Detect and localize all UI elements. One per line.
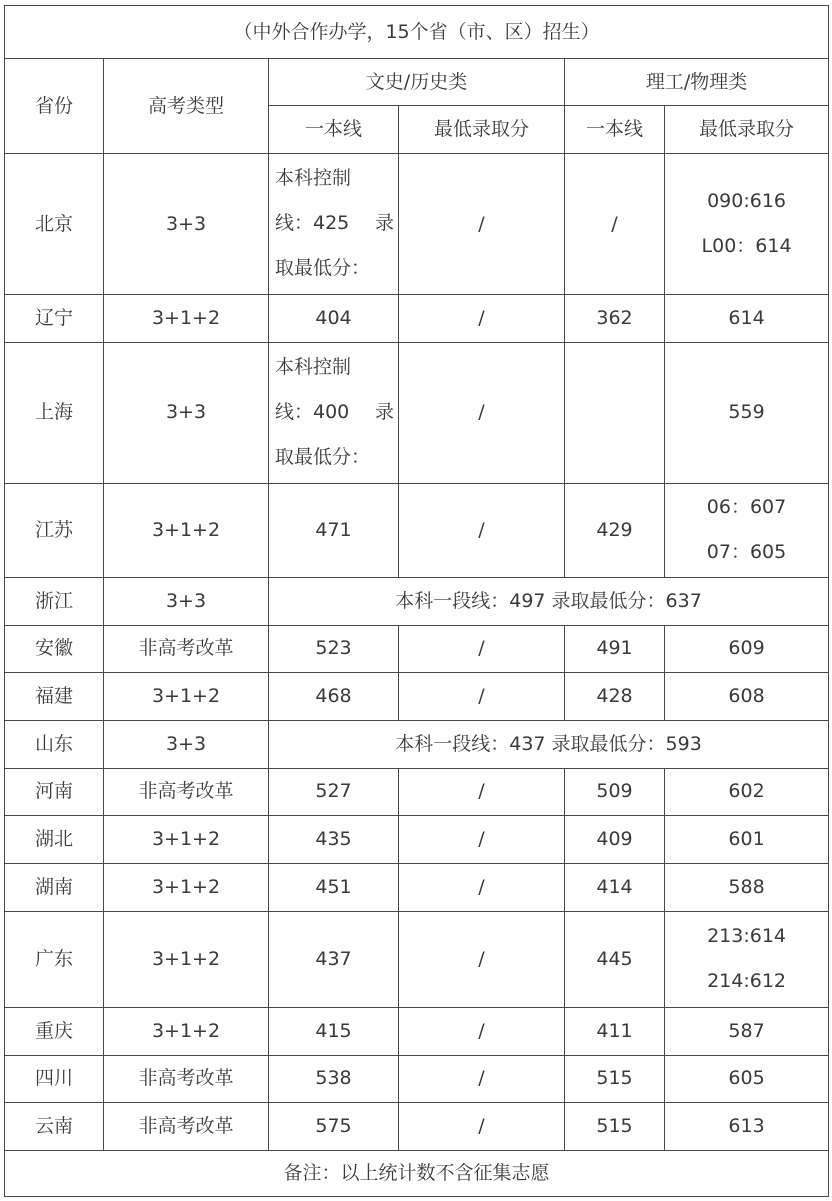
table-body (5, 154, 829, 1151)
sci-line-cell: 414 (565, 863, 665, 911)
province-cell: 辽宁 (5, 294, 104, 342)
control-line-part: 录 (374, 212, 394, 235)
arts-min-cell: / (399, 625, 565, 673)
sci-min-cell: 613 (665, 1103, 829, 1151)
exam-type-cell: 3+1+2 (104, 863, 269, 911)
sci-line-cell: 428 (565, 673, 665, 721)
sci-line-cell: 411 (565, 1007, 665, 1055)
sci-line-cell: / (565, 154, 665, 295)
header-science-group: 理工/物理类 (565, 59, 829, 106)
province-cell: 广东 (5, 911, 104, 1007)
sci-min-cell: 601 (665, 816, 829, 864)
province-cell: 浙江 (5, 577, 104, 625)
arts-min-cell: / (399, 911, 565, 1007)
control-line-part: 本科控制 (275, 356, 352, 379)
exam-type-cell: 3+1+2 (104, 911, 269, 1007)
arts-line-cell (269, 154, 399, 295)
arts-min-cell: / (399, 154, 565, 295)
arts-min-cell: / (399, 294, 565, 342)
exam-type-cell: 3+3 (104, 720, 269, 768)
exam-type-cell: 非高考改革 (104, 1055, 269, 1103)
table-row (5, 1103, 829, 1151)
sci-min-line: 07：605 (706, 541, 787, 564)
control-line-score: 线：400 (275, 401, 350, 424)
exam-type-cell: 3+3 (104, 342, 269, 483)
exam-type-cell: 3+3 (104, 577, 269, 625)
exam-type-cell: 3+1+2 (104, 294, 269, 342)
sci-min-line: L00：614 (701, 234, 792, 257)
arts-line-cell: 451 (269, 863, 399, 911)
control-line-part: 取最低分： (275, 257, 371, 280)
table-row (5, 673, 829, 721)
arts-min-cell: / (399, 816, 565, 864)
arts-line-cell: 575 (269, 1103, 399, 1151)
sci-min-cell: 602 (665, 768, 829, 816)
sci-min-line: 090:616 (707, 189, 786, 212)
sci-line-cell: 445 (565, 911, 665, 1007)
table-row (5, 294, 829, 342)
table-row (5, 911, 829, 1007)
table-row (5, 483, 829, 577)
arts-min-cell: / (399, 342, 565, 483)
exam-type-cell: 非高考改革 (104, 768, 269, 816)
arts-line-cell: 468 (269, 673, 399, 721)
header-sci-min: 最低录取分 (665, 106, 829, 154)
header-province: 省份 (5, 59, 104, 154)
province-cell: 山东 (5, 720, 104, 768)
merged-score-cell: 本科一段线：437 录取最低分：593 (269, 720, 829, 768)
header-arts-group: 文史/历史类 (269, 59, 565, 106)
control-line-part: 本科控制 (275, 167, 352, 190)
arts-min-cell: / (399, 863, 565, 911)
province-cell: 上海 (5, 342, 104, 483)
exam-type-cell: 3+3 (104, 154, 269, 295)
sci-line-cell: 362 (565, 294, 665, 342)
sci-min-line: 06：607 (706, 496, 787, 519)
table-row (5, 1007, 829, 1055)
sci-min-cell: 559 (665, 342, 829, 483)
sci-min-line: 214:612 (707, 970, 786, 993)
header-arts-line: 一本线 (269, 106, 399, 154)
province-cell: 云南 (5, 1103, 104, 1151)
table-row (5, 768, 829, 816)
arts-line-cell (269, 342, 399, 483)
admission-score-table (4, 5, 829, 1197)
sci-min-cell: 608 (665, 673, 829, 721)
header-sci-line: 一本线 (565, 106, 665, 154)
table-row (5, 625, 829, 673)
arts-line-cell: 471 (269, 483, 399, 577)
exam-type-cell: 3+1+2 (104, 816, 269, 864)
arts-line-cell: 404 (269, 294, 399, 342)
table-title: （中外合作办学，15个省（市、区）招生） (5, 6, 829, 59)
arts-line-cell: 527 (269, 768, 399, 816)
sci-line-cell (565, 342, 665, 483)
province-cell: 湖南 (5, 863, 104, 911)
arts-line-cell: 437 (269, 911, 399, 1007)
header-exam-type: 高考类型 (104, 59, 269, 154)
province-cell: 重庆 (5, 1007, 104, 1055)
sci-line-cell: 509 (565, 768, 665, 816)
table-row (5, 577, 829, 625)
exam-type-cell: 非高考改革 (104, 625, 269, 673)
arts-min-cell: / (399, 1055, 565, 1103)
sci-min-cell (665, 911, 829, 1007)
province-cell: 河南 (5, 768, 104, 816)
arts-line-cell: 415 (269, 1007, 399, 1055)
province-cell: 江苏 (5, 483, 104, 577)
table-row (5, 342, 829, 483)
province-cell: 湖北 (5, 816, 104, 864)
control-line-part: 取最低分： (275, 446, 371, 469)
sci-line-cell: 429 (565, 483, 665, 577)
arts-min-cell: / (399, 673, 565, 721)
control-line-part: 录 (374, 401, 394, 424)
province-cell: 北京 (5, 154, 104, 295)
header-arts-min: 最低录取分 (399, 106, 565, 154)
sci-min-cell: 605 (665, 1055, 829, 1103)
table-row (5, 154, 829, 295)
sci-min-line: 213:614 (707, 925, 786, 948)
arts-min-cell: / (399, 1103, 565, 1151)
exam-type-cell: 3+1+2 (104, 673, 269, 721)
sci-min-cell (665, 154, 829, 295)
control-line-score: 线：425 (275, 212, 350, 235)
table-row (5, 863, 829, 911)
province-cell: 安徽 (5, 625, 104, 673)
arts-line-cell: 538 (269, 1055, 399, 1103)
sci-line-cell: 491 (565, 625, 665, 673)
province-cell: 四川 (5, 1055, 104, 1103)
exam-type-cell: 非高考改革 (104, 1103, 269, 1151)
arts-min-cell: / (399, 768, 565, 816)
control-line-score-row (275, 390, 398, 435)
sci-min-cell: 614 (665, 294, 829, 342)
table-row (5, 1055, 829, 1103)
province-cell: 福建 (5, 673, 104, 721)
merged-score-cell: 本科一段线：497 录取最低分：637 (269, 577, 829, 625)
control-line-text (269, 156, 398, 291)
table-row (5, 816, 829, 864)
sci-min-cell: 609 (665, 625, 829, 673)
arts-min-cell: / (399, 1007, 565, 1055)
arts-min-cell: / (399, 483, 565, 577)
exam-type-cell: 3+1+2 (104, 483, 269, 577)
table-note: 备注：以上统计数不含征集志愿 (5, 1151, 829, 1197)
sci-line-cell: 515 (565, 1103, 665, 1151)
sci-min-cell: 587 (665, 1007, 829, 1055)
sci-line-cell: 515 (565, 1055, 665, 1103)
arts-line-cell: 435 (269, 816, 399, 864)
exam-type-cell: 3+1+2 (104, 1007, 269, 1055)
sci-min-cell: 588 (665, 863, 829, 911)
table-row (5, 720, 829, 768)
sci-line-cell: 409 (565, 816, 665, 864)
control-line-text (269, 345, 398, 480)
sci-min-cell (665, 483, 829, 577)
control-line-score-row (275, 201, 398, 246)
arts-line-cell: 523 (269, 625, 399, 673)
